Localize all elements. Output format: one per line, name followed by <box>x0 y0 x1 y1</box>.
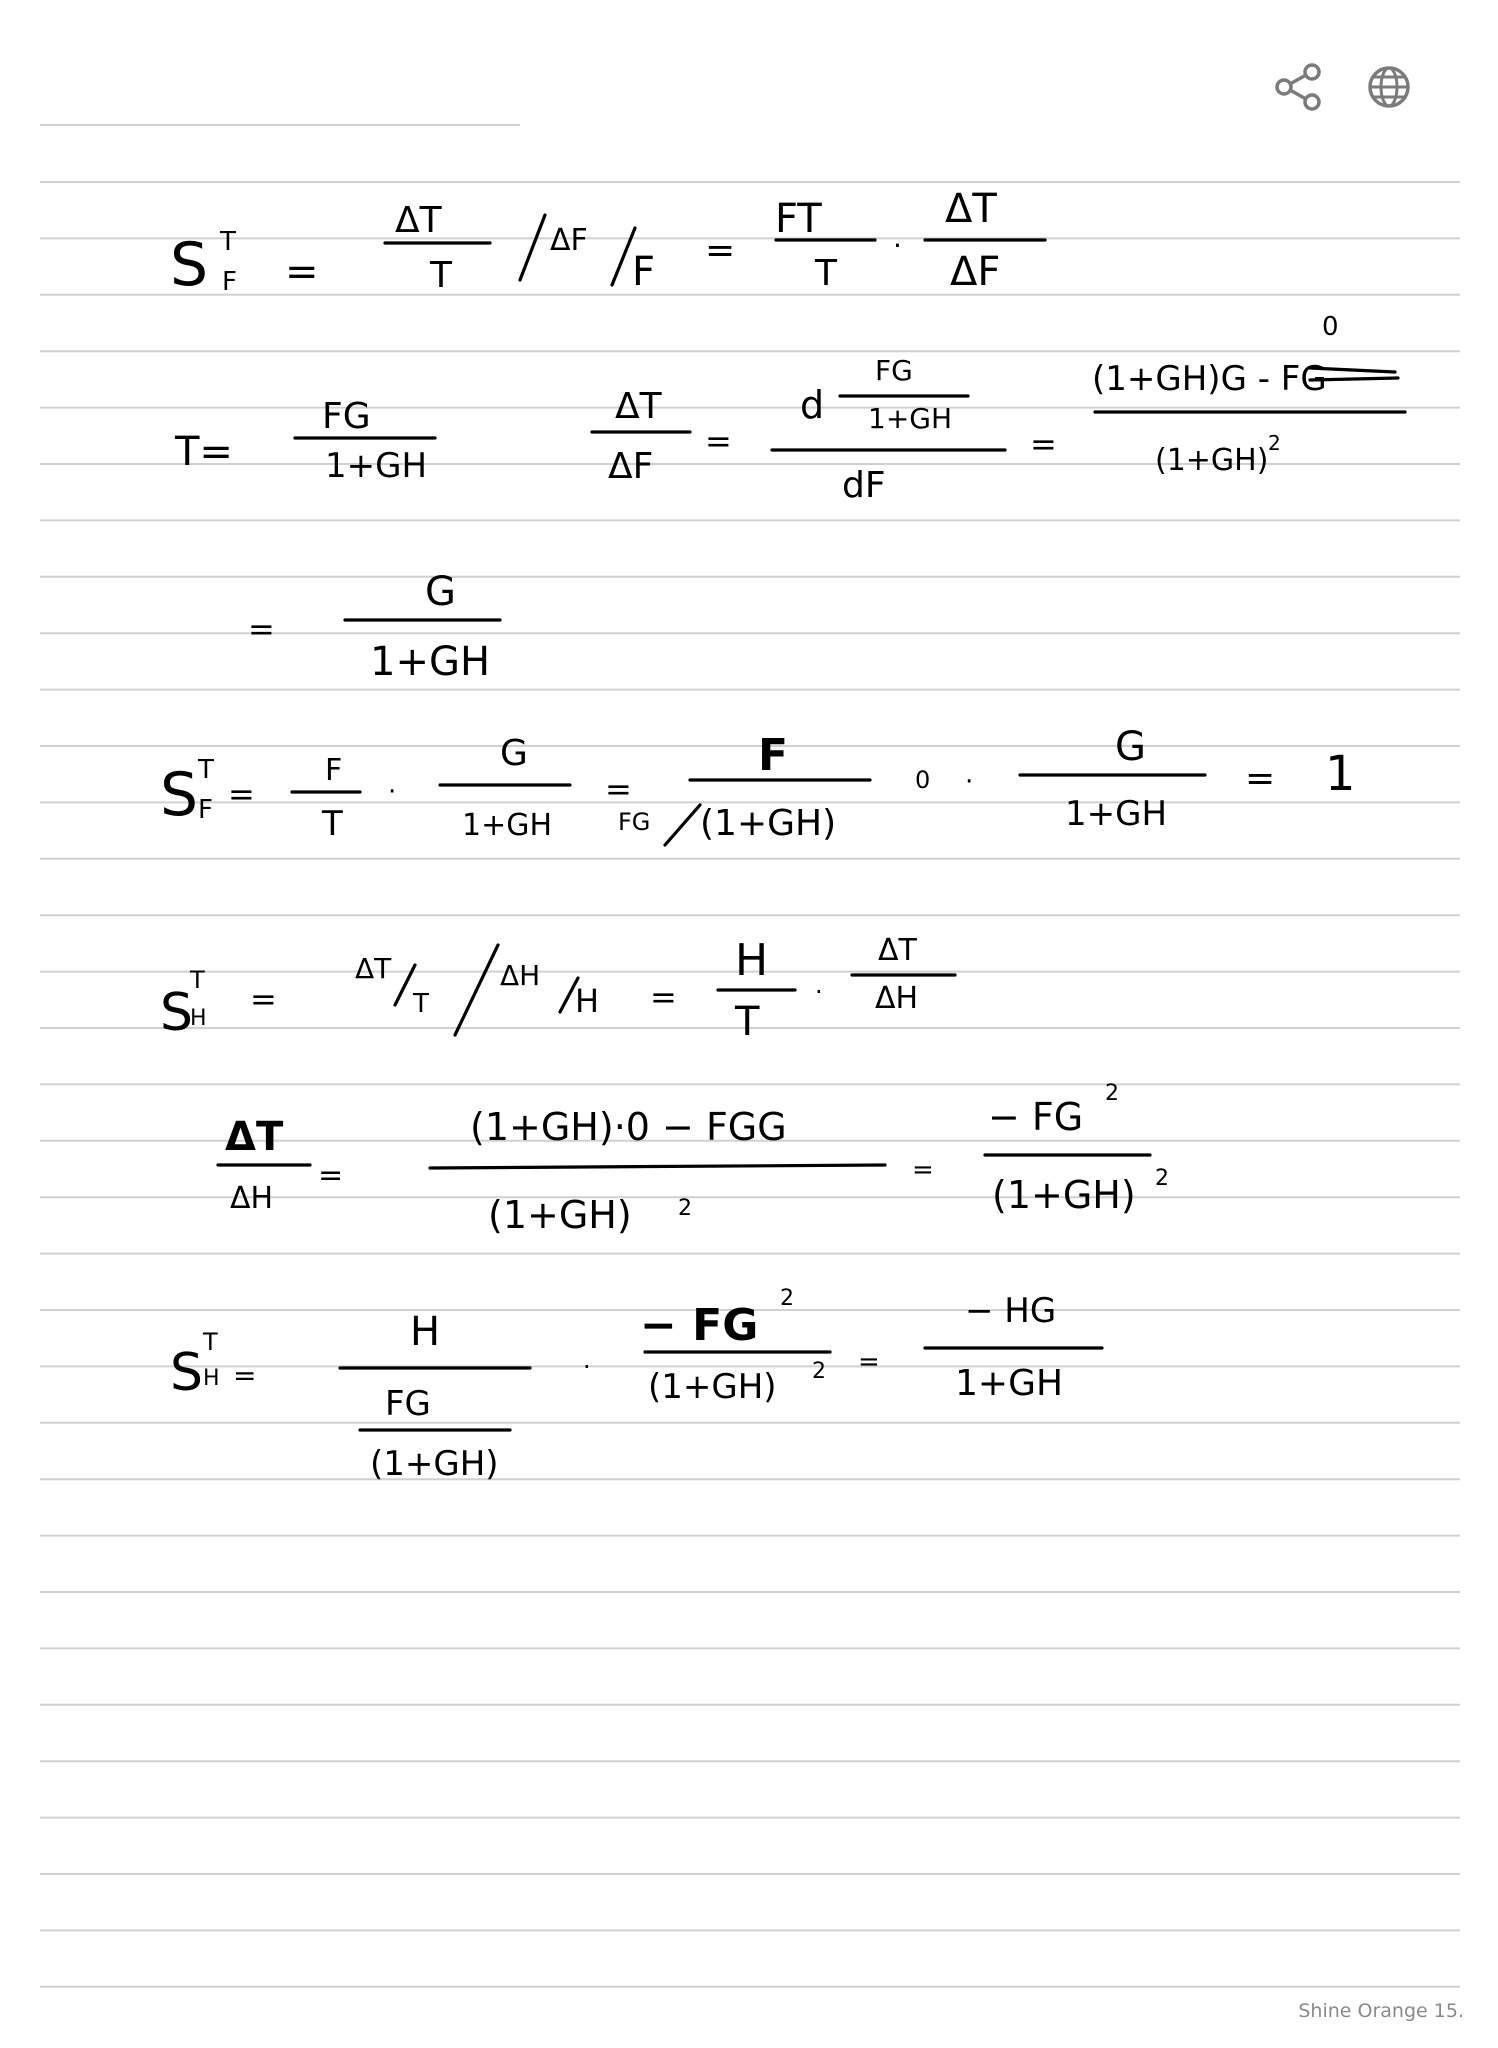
eq4-t2-num: G <box>500 733 528 774</box>
eq2-d-lhs-den: ΔF <box>608 446 654 487</box>
eq5-slash-big <box>455 945 498 1035</box>
equation-3 <box>248 569 500 685</box>
eq5-lhs: S <box>160 983 194 1043</box>
eq1-t1b: ΔF <box>550 223 588 258</box>
eq5-t2-num: H <box>735 935 769 986</box>
eq7-lhs-sup: T <box>203 1328 218 1356</box>
eq4-t4-num: G <box>1115 724 1146 770</box>
eq4-result: 1 <box>1325 746 1356 802</box>
eq7-eq: = <box>233 1359 257 1392</box>
eq4-t3-den-b: (1+GH) <box>700 803 837 844</box>
equation-4 <box>160 724 1356 845</box>
eq7-t2-num: − FG <box>640 1300 759 1351</box>
eq5-t1b: T <box>413 989 429 1019</box>
eq5-eq2: = <box>650 978 677 1016</box>
eq2-t1-num: FG <box>322 396 371 437</box>
eq6-r-num-exp: 2 <box>1105 1081 1119 1106</box>
eq7-eq2: = <box>858 1347 880 1377</box>
eq2-d-lhs-num: ΔT <box>615 386 662 427</box>
eq5-eq: = <box>250 980 277 1018</box>
equation-6 <box>218 1081 1169 1237</box>
eq4-t2-den: 1+GH <box>462 808 553 843</box>
eq2-dF: dF <box>842 465 886 506</box>
eq7-r-den: 1+GH <box>955 1363 1064 1404</box>
eq6-eq: = <box>318 1158 344 1193</box>
eq1-t1-num: ΔT <box>395 200 442 241</box>
eq2-eq: = <box>705 422 732 460</box>
eq6-num: (1+GH)·0 − FGG <box>470 1105 787 1149</box>
eq1-eq: = <box>285 249 319 295</box>
eq6-lhs-den: ΔH <box>230 1181 274 1216</box>
eq7-r-num: − HG <box>965 1291 1057 1331</box>
eq1-t3-den: ΔF <box>950 249 1001 295</box>
eq4-eq3: = <box>1245 758 1276 799</box>
eq1-t2-num: FT <box>775 196 822 242</box>
eq4-slash <box>665 805 700 845</box>
equation-2 <box>174 312 1405 506</box>
globe-icon[interactable] <box>1360 58 1418 116</box>
eq1-t1-den: T <box>430 255 452 296</box>
eq3-eq: = <box>248 610 275 648</box>
eq4-t4-den: 1+GH <box>1065 794 1168 834</box>
eq4-lhs-sup: T <box>198 755 214 785</box>
eq1-slash-a <box>520 215 545 280</box>
eq5-t1a: ΔT <box>355 952 392 985</box>
eq2-lhs: T= <box>175 429 233 475</box>
eq7-t1-den-num: FG <box>385 1384 431 1424</box>
eq2-d: d <box>800 383 825 427</box>
eq2-inner-den: 1+GH <box>868 402 953 435</box>
eq7-t2-den: (1+GH) <box>648 1367 777 1407</box>
eq7-t2-den-exp: 2 <box>812 1359 826 1384</box>
eq6-eq2: = <box>912 1155 934 1185</box>
eq6-r-num: − FG <box>988 1095 1084 1139</box>
eq2-r-num: (1+GH)G - FG <box>1092 359 1327 399</box>
eq5-t3-num: ΔT <box>878 933 917 968</box>
eq4-lhs-sub: F <box>198 795 213 825</box>
eq3-den: 1+GH <box>370 639 491 685</box>
eq7-lhs: S <box>170 1343 204 1403</box>
eq7-t1-den-den: (1+GH) <box>370 1444 499 1484</box>
eq5-dot: · <box>815 978 823 1006</box>
eq5-t2-den: T <box>735 999 760 1045</box>
eq5-lhs-sub: H <box>190 1006 207 1031</box>
eq1-eq2: = <box>705 230 736 271</box>
eq2-r-exp: 2 <box>1268 431 1281 455</box>
eq2-eq2: = <box>1030 425 1057 463</box>
eq7-lhs-sub: H <box>203 1366 220 1391</box>
eq1-t2-den: T <box>815 253 837 294</box>
eq1-dot: · <box>893 229 902 262</box>
eq2-zero: 0 <box>1322 312 1339 342</box>
eq1-t1c: F <box>632 249 656 295</box>
eq5-t3-den: ΔH <box>875 981 919 1016</box>
eq6-bar <box>430 1165 885 1168</box>
eq2-strike-2 <box>1310 378 1398 380</box>
eq2-r-den: (1+GH) <box>1155 443 1269 478</box>
eq1-lhs: S <box>170 230 209 300</box>
brand-footer: Shine Orange 15. <box>1298 2000 1464 2022</box>
eq6-den-exp: 2 <box>678 1196 692 1221</box>
eq7-dot: · <box>583 1353 591 1381</box>
eq3-num: G <box>425 569 456 615</box>
eq5-lhs-sup: T <box>190 966 205 994</box>
equation-7 <box>170 1286 1102 1484</box>
eq5-t1c: ΔH <box>500 959 541 992</box>
eq4-t1-num: F <box>325 753 343 788</box>
eq6-r-den: (1+GH) <box>992 1173 1136 1217</box>
eq4-t3-num: F <box>758 730 789 781</box>
share-icon[interactable] <box>1270 58 1328 116</box>
eq1-lhs-sup: T <box>220 227 236 257</box>
eq7-t1-num: H <box>410 1309 441 1355</box>
eq4-t1-den: T <box>322 804 343 844</box>
eq6-lhs-num: ΔT <box>225 1114 284 1160</box>
eq4-dot2: · <box>965 767 974 797</box>
eq1-t3-num: ΔT <box>945 186 997 232</box>
eq4-dot: · <box>388 777 397 807</box>
eq4-lhs: S <box>160 760 199 830</box>
eq6-r-den-exp: 2 <box>1155 1166 1169 1191</box>
eq2-t1-den: 1+GH <box>325 446 428 486</box>
eq4-t3-den-a: FG <box>618 808 651 836</box>
eq4-eq: = <box>228 775 255 813</box>
eq7-t2-num-exp: 2 <box>780 1286 794 1311</box>
eq1-lhs-sub: F <box>222 267 237 297</box>
eq6-den: (1+GH) <box>488 1193 632 1237</box>
eq4-zero: 0 <box>915 766 931 794</box>
eq5-t1d: H <box>575 982 600 1020</box>
eq4-eq2: = <box>605 770 632 808</box>
ruled-lines <box>40 125 1460 1987</box>
eq2-inner-num: FG <box>875 354 913 387</box>
equation-1 <box>170 186 1045 300</box>
